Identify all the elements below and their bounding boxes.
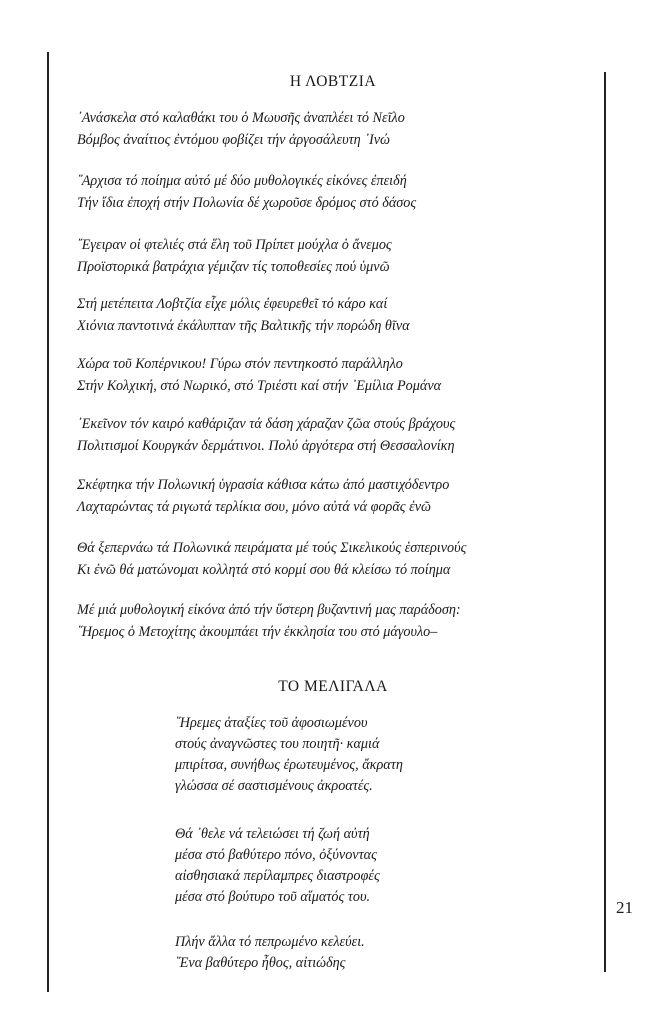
poem1-stanza-9 bbox=[77, 600, 597, 643]
verse-line: μέσα στό βαθύτερο πόνο, ὀξύνοντας bbox=[175, 847, 377, 863]
verse-line: Στή μετέπειτα Λοβτζία εἶχε μόλις ἐφευρεθεῖ τό κάρο καί bbox=[77, 296, 388, 312]
verse-line: Χώρα τοῦ Κοπέρνικου! Γύρω στόν πεντηκοστό παράλληλο bbox=[77, 356, 403, 372]
page-number: 21 bbox=[616, 898, 633, 917]
poem1-stanza-7 bbox=[77, 475, 597, 518]
verse-line: Τήν ἴδια ἐποχή στήν Πολωνία δέ χωροῦσε δρόμος στό δάσος bbox=[77, 194, 417, 211]
poem1-stanza-4 bbox=[77, 294, 597, 337]
verse-line: Πλήν ἄλλα τό πεπρωμένο κελεύει. bbox=[175, 934, 365, 950]
verse-line: Προϊστορικά βατράχια γέμιζαν τίς τοποθεσίες πού ὑμνῶ bbox=[77, 258, 390, 275]
poem1-stanza-6 bbox=[77, 414, 597, 457]
verse-line: στούς ἀναγνῶστες του ποιητῆ· καμιά bbox=[175, 736, 380, 752]
right-margin-rule bbox=[604, 72, 606, 972]
poem2-stanza-2 bbox=[175, 824, 595, 908]
verse-line: ῎Εγειραν οἱ φτελιές στά ἕλη τοῦ Πρίπετ μούχλα ὁ ἄνεμος bbox=[77, 237, 392, 253]
verse-line: Πολιτισμοί Κουργκάν δερμάτινοι. Πολύ ἀργότερα στή Θεσσαλονίκη bbox=[77, 437, 455, 454]
left-margin-rule bbox=[47, 52, 49, 992]
verse-line: Στήν Κολχική, στό Νωρικό, στό Τριέστι καί στήν ᾽Εμίλια Ρομάνα bbox=[77, 377, 442, 394]
poem1-stanza-3 bbox=[77, 235, 597, 278]
verse-line: μπιρίτσα, συνήθως ἐρωτευμένος, ἄκρατη bbox=[175, 757, 403, 773]
verse-line: ᾽Ανάσκελα στό καλαθάκι του ὁ Μωυσῆς ἀναπλέει τό Νεῖλο bbox=[77, 110, 405, 126]
poem1-stanza-5 bbox=[77, 354, 597, 397]
verse-line: ῞Ηρεμος ὁ Μετοχίτης ἀκουμπάει τήν ἐκκλησία του στό μάγουλο– bbox=[77, 623, 438, 640]
poem-title-lovtzia: Η ΛΟΒΤΖΙΑ bbox=[289, 73, 377, 90]
verse-line: γλώσσα σέ σαστισμένους ἀκροατές. bbox=[175, 778, 373, 794]
verse-line: Λαχταρώντας τά ριγωτά τερλίκια σου, μόνο αὐτά νά φορᾶς ἐνῶ bbox=[77, 498, 432, 515]
poem-title-meligala: ΤΟ ΜΕΛΙΓΑΛΑ bbox=[278, 678, 388, 695]
poem1-stanza-1 bbox=[77, 108, 597, 151]
verse-line: Σκέφτηκα τήν Πολωνική ὑγρασία κάθισα κάτω ἀπό μαστιχόδεντρο bbox=[77, 477, 450, 493]
verse-line: ῞Ηρεμες ἀταξίες τοῦ ἀφοσιωμένου bbox=[175, 715, 368, 731]
verse-line: ᾽Εκεῖνον τόν καιρό καθάριζαν τά δάση χάραζαν ζῶα στούς βράχους bbox=[77, 416, 456, 432]
verse-line: Χιόνια παντοτινά ἐκάλυπταν τῆς Βαλτικῆς τήν πορώδη θῖνα bbox=[77, 317, 410, 334]
poem2-stanza-1 bbox=[175, 713, 595, 797]
verse-line: Κι ἐνῶ θά ματώνομαι κολλητά στό κορμί σου θά κλείσω τό ποίημα bbox=[77, 561, 451, 578]
verse-line: Θά ξεπερνάω τά Πολωνικά πειράματα μέ τούς Σικελικούς ἑσπερινούς bbox=[77, 540, 467, 556]
verse-line: ῞Αρχισα τό ποίημα αὐτό μέ δύο μυθολογικές εἰκόνες ἐπειδή bbox=[77, 173, 407, 189]
verse-line: Βόμβος ἀναίτιος ἐντόμου φοβίζει τήν ἀργοσάλευτη ᾽Ινώ bbox=[77, 131, 390, 148]
verse-line: ῞Ενα βαθύτερο ἦθος, αἰτιώδης bbox=[175, 955, 346, 971]
verse-line: αἰσθησιακά περίλαμπρες διαστροφές bbox=[175, 868, 380, 884]
poem1-stanza-8 bbox=[77, 538, 597, 581]
verse-line: μέσα στό βούτυρο τοῦ αἵματός του. bbox=[175, 889, 371, 905]
poem1-stanza-2 bbox=[77, 171, 597, 214]
verse-line: Μέ μιά μυθολογική εἰκόνα ἀπό τήν ὕστερη βυζαντινή μας παράδοση: bbox=[77, 602, 461, 618]
poem2-stanza-3 bbox=[175, 932, 595, 974]
verse-line: Θά ᾽θελε νά τελειώσει τή ζωή αὐτή bbox=[175, 826, 370, 842]
